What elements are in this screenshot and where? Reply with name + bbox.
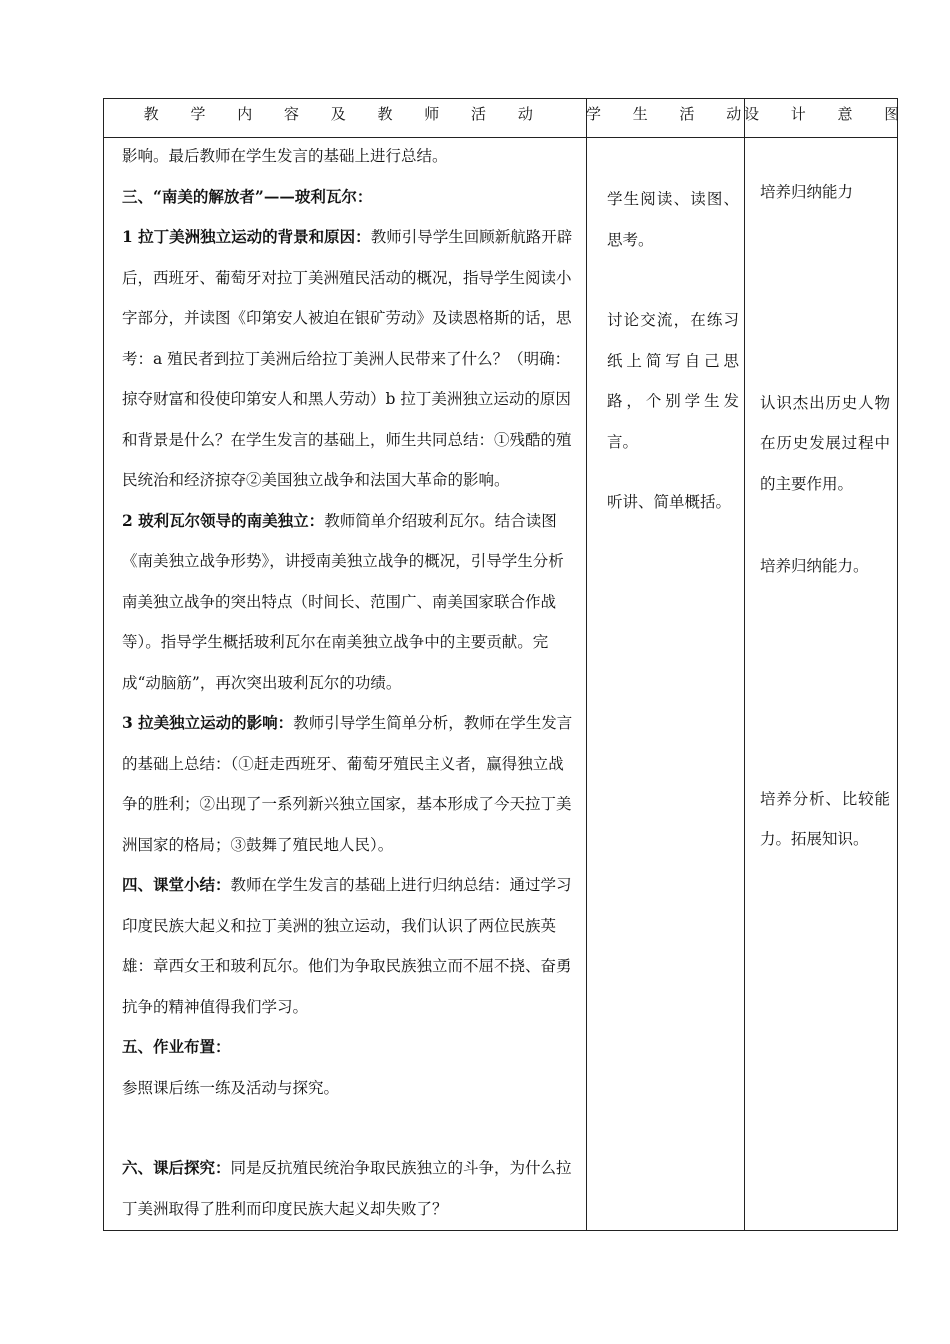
header-student-activity: 学 生 活 动 — [586, 105, 755, 123]
section-3-1-title: 1 拉丁美洲独立运动的背景和原因： — [122, 227, 371, 246]
section-6-title: 六、课后探究： — [122, 1158, 231, 1177]
design-intent-2: 认识杰出历史人物在历史发展过程中的主要作用。 — [760, 393, 890, 493]
section-3-1-body: 教师引导学生回顾新航路开辟后，西班牙、葡萄牙对拉丁美洲殖民活动的概况，指导学生阅读小字部分，并读图《印第安人被迫在银矿劳动》及读恩格斯的话，思考：a 殖民者到拉丁美洲后给拉丁美洲人民带来了什么？（明确：掠夺财富和役使印第安人和黑人劳动）b 拉丁美洲独立运动的原因和背景是什么？在学生发言的基础上，师生共同总结：①残酷的殖民统治和经济掠夺②美国独立战争和法国大革命的影响。 — [122, 228, 573, 489]
section-4-title: 四、课堂小结： — [122, 875, 231, 894]
section-3-2-title: 2 玻利瓦尔领导的南美独立： — [122, 510, 325, 530]
column-divider — [586, 99, 587, 1230]
design-intent-3: 培养归纳能力。 — [760, 557, 869, 575]
teaching-content-column — [122, 136, 578, 1229]
header-teaching-content: 教 学 内 容 及 教 师 活 动 — [143, 105, 547, 123]
student-activity-3: 听讲、简单概括。 — [607, 493, 732, 511]
section-3-3-title: 3 拉美独立运动的影响： — [122, 713, 294, 732]
section-3-3-body: 教师引导学生简单分析，教师在学生发言的基础上总结：（①赶走西班牙、葡萄牙殖民主义者，赢得独立战争的胜利；②出现了一系列新兴独立国家，基本形成了今天拉丁美洲国家的格局；③鼓舞了殖民地人民）。 — [122, 714, 573, 854]
section-3-2-body: 教师简单介绍玻利瓦尔。结合读图《南美独立战争形势》，讲授南美独立战争的概况，引导学生分析南美独立战争的突出特点（时间长、范围广、南美国家联合作战等）。指导学生概括玻利瓦尔在南美独立战争中的主要贡献。完成“动脑筋”，再次突出玻利瓦尔的功绩。 — [122, 511, 564, 692]
design-intent-4: 培养分析、比较能力。拓展知识。 — [760, 789, 890, 848]
design-intent-1: 培养归纳能力 — [760, 183, 854, 201]
section-5-body: 参照课后练一练及活动与探究。 — [122, 1078, 340, 1097]
student-activity-1: 学生阅读、读图、思考。 — [607, 190, 739, 249]
design-intent-column — [760, 172, 890, 860]
column-divider — [744, 99, 745, 1230]
header-design-intent: 设 计 意 图 — [744, 105, 913, 123]
section-4-body: 教师在学生发言的基础上进行归纳总结：通过学习印度民族大起义和拉丁美洲的独立运动，我们认识了两位民族英雄：章西女王和玻利瓦尔。他们为争取民族独立而不屈不挠、奋勇抗争的精神值得我们学习。 — [122, 876, 572, 1016]
student-activity-column — [607, 179, 739, 523]
student-activity-2: 讨论交流，在练习纸上简写自己思路，个别学生发言。 — [607, 311, 739, 451]
intro-text: 影响。最后教师在学生发言的基础上进行总结。 — [122, 147, 448, 165]
lesson-table — [103, 98, 913, 1231]
section-3-title: 三、“南美的解放者”——玻利瓦尔： — [122, 186, 373, 206]
section-6-body: 同是反抗殖民统治争取民族独立的斗争，为什么拉丁美洲取得了胜利而印度民族大起义却失败了？ — [122, 1159, 572, 1218]
section-5-title: 五、作业布置： — [122, 1037, 231, 1056]
